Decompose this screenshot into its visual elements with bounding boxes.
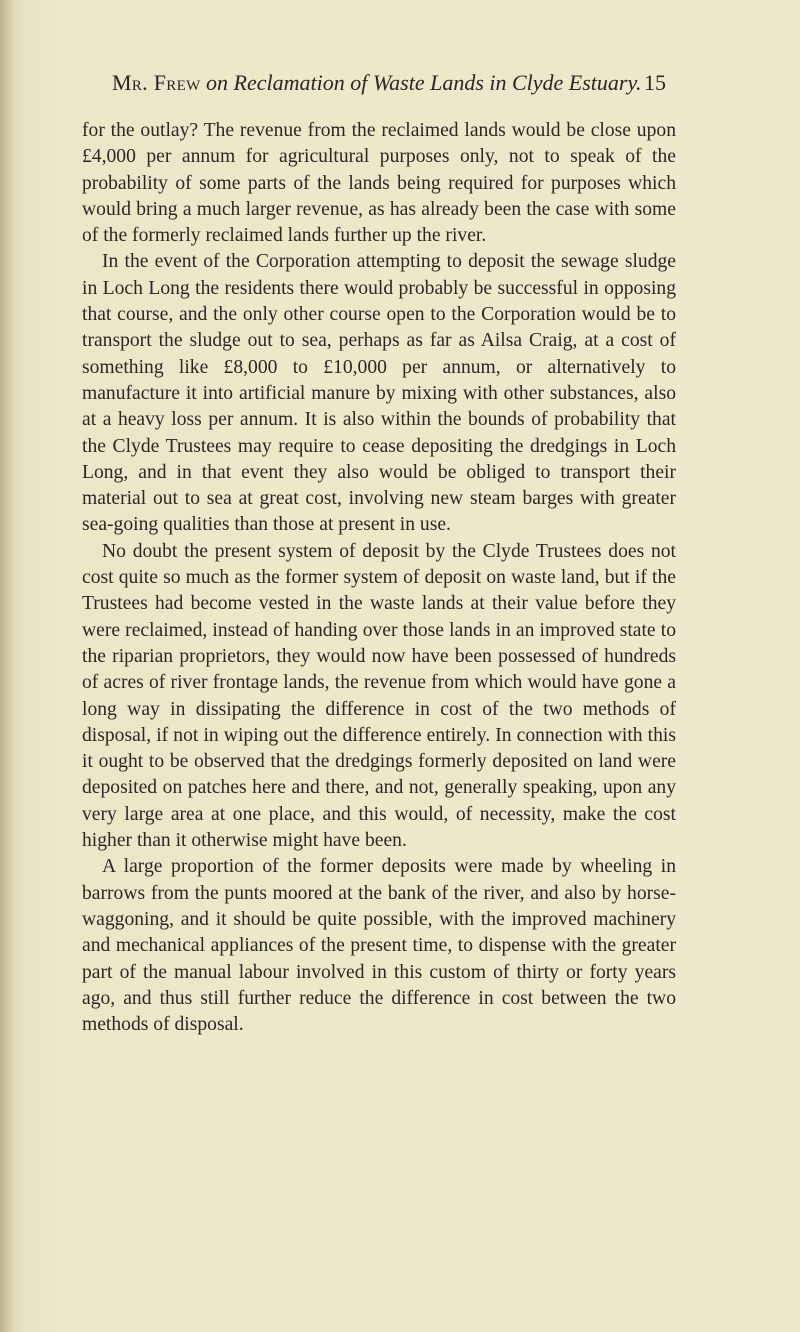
header-author: Mr. Frew	[112, 70, 201, 95]
page-number: 15	[644, 70, 666, 95]
paragraph-sludge-disposal: In the event of the Corporation attempting to deposit the sewage sludge in Loch Long the residents there would probably be successful in opposing that course, and the only other course open to the Corporation would be to transport the sludge out to sea, perhaps as far as Ailsa Craig, at a cost of something like £8,000 to £10,000 per annum, or alternatively to manufacture it into artificial manure by mixing with other substances, also at a heavy loss per annum. It is also within the bounds of probability that the Clyde Trustees may require to cease depositing the dredgings in Loch Long, and in that event they also would be obliged to transport their material out to sea at great cost, involving new steam barges with greater sea-going qualities than those at present in use.	[82, 251, 676, 536]
paragraph-present-system: No doubt the present system of deposit by the Clyde Trustees does not cost quite so much as the former system of deposit on waste land, but if the Trustees had become vested in the waste lands at their value before they were reclaimed, instead of handing over those lands in an improved state to the riparian proprietors, they would now have been possessed of hundreds of acres of river frontage lands, the revenue from which would have gone a long way in dissipating the difference in cost of the two methods of disposal, if not in wiping out the difference entirely. In connection with this it ought to be observed that the dredgings formerly deposited on land were deposited on patches here and there, and not, generally speaking, upon any very large area at one place, and this would, of necessity, make the cost higher than it otherwise might have been.	[82, 540, 676, 852]
paragraph-continuation: for the outlay? The revenue from the reclaimed lands would be close upon £4,000 per annum for agricultural purposes only, not to speak of the probability of some parts of the lands being required for purposes which would bring a much larger revenue, as has already been the case with some of the formerly reclaimed lands further up the river.	[82, 120, 676, 247]
header-connector: on	[206, 70, 229, 95]
paragraph-former-deposits: A large proportion of the former deposits were made by wheeling in barrows from the punts moored at the bank of the river, and also by horse-waggoning, and it should be quite possible, with the improved machinery and mechanical appliances of the present time, to dispense with the greater part of the manual labour involved in this custom of thirty or forty years ago, and thus still further reduce the difference in cost between the two methods of disposal.	[82, 856, 676, 1036]
header-title: Reclamation of Waste Lands in Clyde Estuary.	[233, 70, 642, 95]
page-binding-edge	[0, 0, 14, 1332]
body-text	[82, 118, 676, 1038]
running-header	[112, 70, 672, 96]
